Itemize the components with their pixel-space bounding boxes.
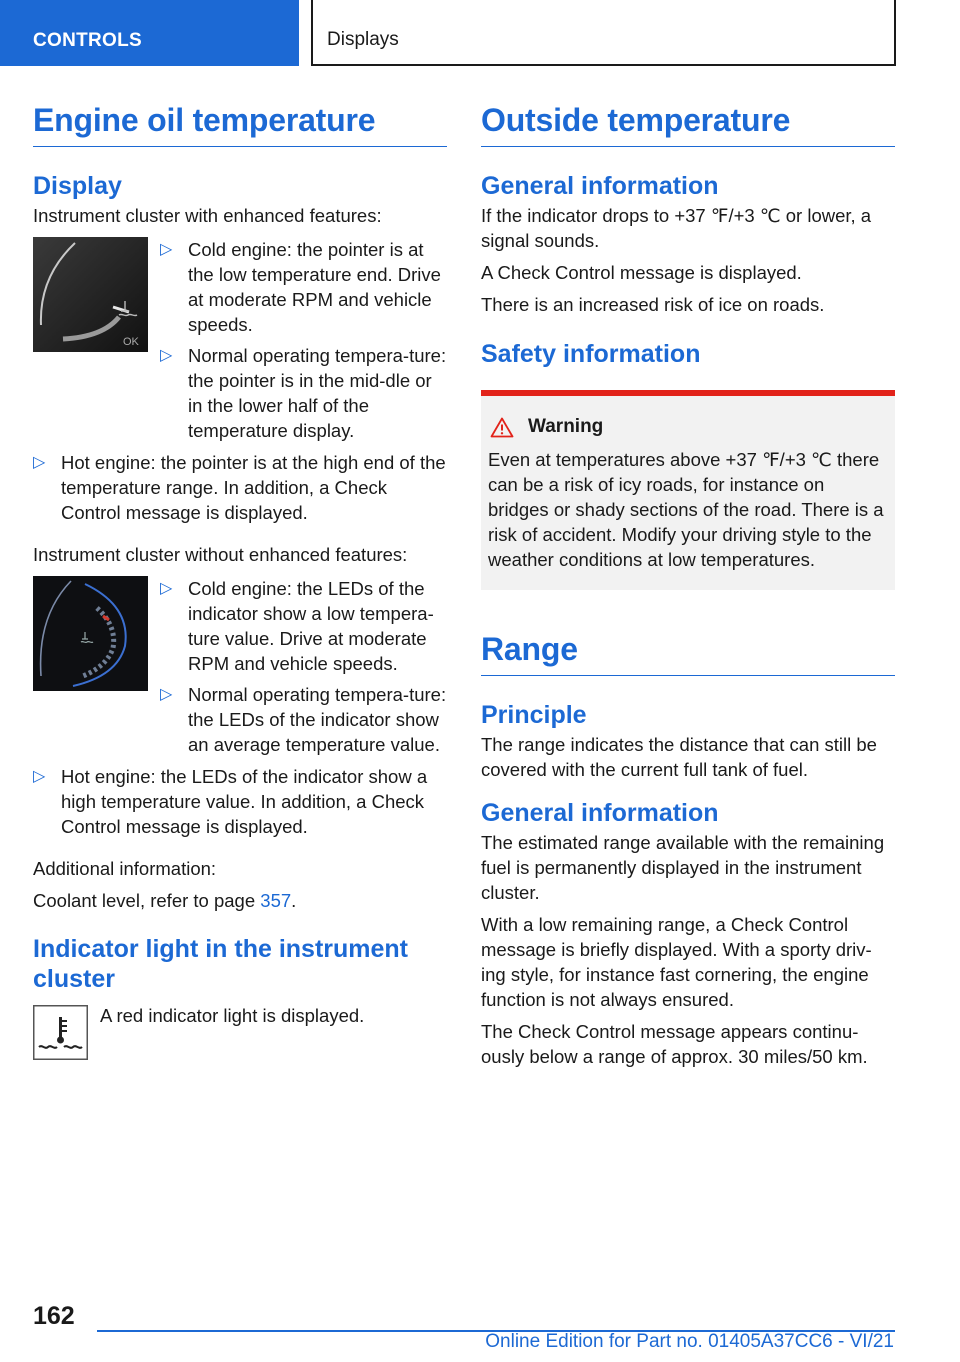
general-para-2: A Check Control message is displayed. [481, 262, 802, 283]
section-label: CONTROLS [33, 30, 143, 51]
additional-info: Additional information: [33, 858, 217, 879]
triangle-bullet-icon: ▷ [160, 686, 173, 703]
basic-hot-list [33, 764, 447, 839]
enhanced-bullet-list [160, 237, 447, 443]
list-item: ▷ Hot engine: the LEDs of the indicator show a high temperature value. In addition, a Check Control message is displayed. [33, 766, 428, 837]
svg-text:OK: OK [123, 336, 139, 348]
indicator-heading: Indicator light in the instrument cluster [33, 935, 408, 993]
safety-info-heading: Safety information [481, 340, 701, 368]
triangle-bullet-icon: ▷ [33, 454, 46, 471]
principle-heading: Principle [481, 701, 587, 729]
warning-header [490, 416, 887, 438]
warning-triangle-icon [490, 417, 514, 438]
left-column [33, 102, 447, 1060]
list-item: ▷ Cold engine: the LEDs of the indicator show a low tempera-ture value. Drive at moderate RPM and vehicle speeds. [160, 578, 434, 674]
triangle-bullet-icon: ▷ [160, 241, 173, 258]
general-info-2-heading: General information [481, 799, 719, 827]
display-heading: Display [33, 172, 122, 200]
outside-temperature-title: Outside temperature [481, 102, 895, 147]
enhanced-hot-list [33, 450, 447, 525]
triangle-bullet-icon: ▷ [33, 768, 46, 785]
edition-text: Online Edition for Part no. 01405A37CC6 - VI/21 [485, 1331, 894, 1352]
warning-label: Warning [528, 416, 604, 437]
range-para-2: With a low remaining range, a Check Control message is briefly displayed. With a sporty driv-ing style, for instance fast cornering, the engine function is not always ensured. [481, 914, 872, 1010]
basic-intro: Instrument cluster without enhanced features: [33, 544, 408, 565]
range-title: Range [481, 631, 895, 676]
principle-text: The range indicates the distance that can still be covered with the current full tank of fuel. [481, 734, 877, 780]
warning-text: Even at temperatures above +37 ℉/+3 ℃ there can be a risk of icy roads, for instance on bridges or shady sections of the road. There is a risk of accident. Modify your driving style to the weather conditions at low temperatures. [488, 449, 884, 570]
enhanced-figure [33, 237, 447, 443]
section-tab [0, 0, 299, 66]
list-item: ▷ Cold engine: the pointer is at the low temperature end. Drive at moderate RPM and vehicle speeds. [160, 239, 441, 335]
list-item: ▷ Normal operating tempera-ture: the pointer is in the mid-dle or in the lower half of the temperature display. [160, 345, 447, 441]
engine-oil-title: Engine oil temperature [33, 102, 447, 147]
enhanced-gauge-image [33, 237, 148, 352]
coolant-temperature-icon [33, 1005, 88, 1060]
list-item: ▷ Normal operating tempera-ture: the LEDs of the indicator show an average temperature value. [160, 684, 447, 755]
page-number: 162 [33, 1302, 75, 1330]
enhanced-intro: Instrument cluster with enhanced features: [33, 205, 382, 226]
basic-figure [33, 576, 447, 757]
basic-bullet-list [160, 576, 447, 757]
range-para-1: The estimated range available with the remaining fuel is permanently displayed in the instrument cluster. [481, 832, 885, 903]
indicator-figure [33, 1005, 447, 1060]
triangle-bullet-icon: ▷ [160, 347, 173, 364]
list-item: ▷ Hot engine: the pointer is at the high end of the temperature range. In addition, a Check Control message is displayed. [33, 452, 446, 523]
warning-box [481, 390, 895, 590]
triangle-bullet-icon: ▷ [160, 580, 173, 597]
indicator-text: A red indicator light is displayed. [100, 1005, 365, 1026]
right-column [481, 102, 895, 1069]
general-para-3: There is an increased risk of ice on roads. [481, 294, 825, 315]
general-para-1: If the indicator drops to +37 ℉/+3 ℃ or lower, a signal sounds. [481, 205, 872, 251]
basic-gauge-image [33, 576, 148, 691]
range-para-3: The Check Control message appears continu-ously below a range of approx. 30 miles/50 km. [481, 1021, 868, 1067]
chapter-tab [311, 0, 896, 66]
coolant-reference: Coolant level, refer to page 357. [33, 890, 297, 911]
chapter-label: Displays [327, 29, 399, 50]
page-link[interactable]: 357 [260, 890, 292, 911]
general-info-heading: General information [481, 172, 719, 200]
